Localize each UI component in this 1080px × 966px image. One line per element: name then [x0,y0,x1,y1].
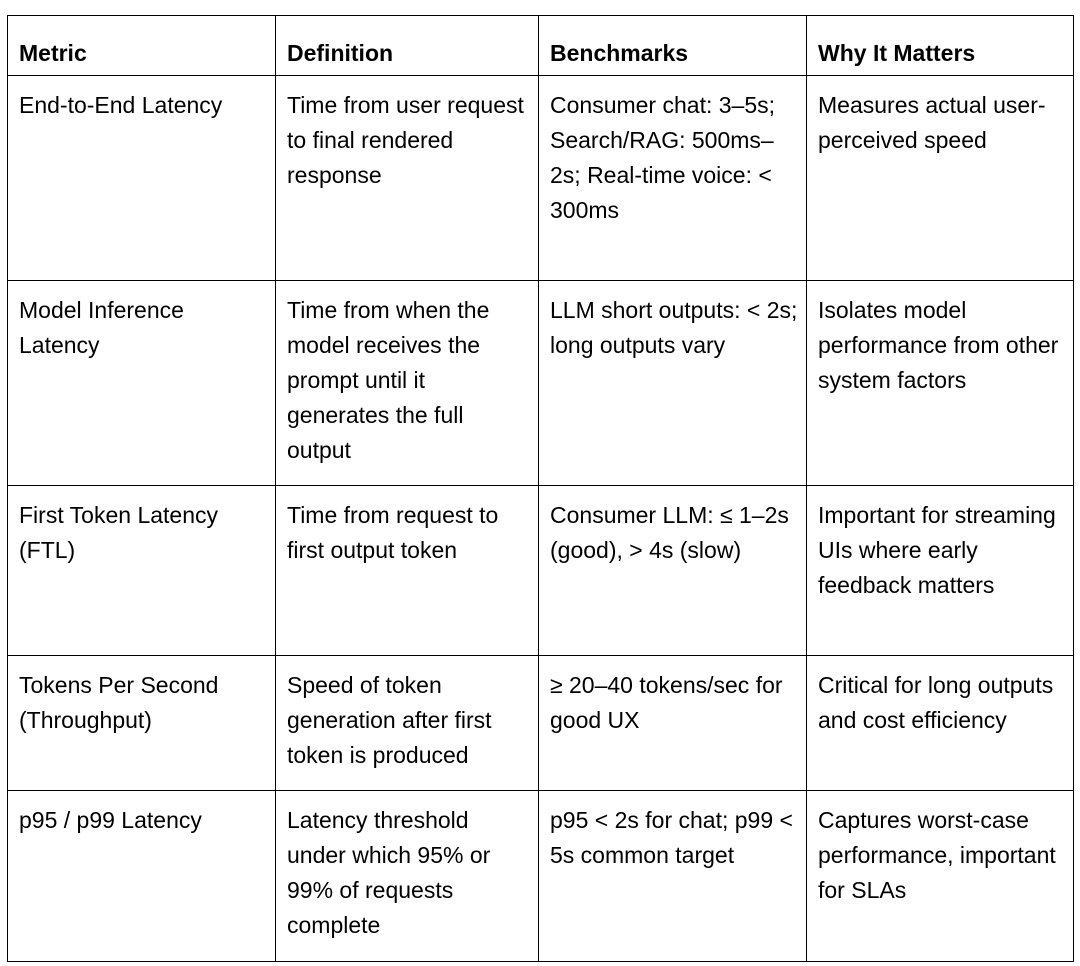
cell-definition: Time from when the model receives the prompt until it generates the full output [276,281,539,486]
cell-metric: Model Inference Latency [8,281,276,486]
table-row [8,281,1074,486]
cell-metric: p95 / p99 Latency [8,791,276,962]
cell-metric: End-to-End Latency [8,76,276,281]
cell-why-it-matters: Critical for long outputs and cost efficiency [807,656,1074,791]
cell-why-it-matters: Isolates model performance from other system factors [807,281,1074,486]
table-row [8,76,1074,281]
cell-benchmarks: p95 < 2s for chat; p99 < 5s common target [539,791,807,962]
header-why-it-matters: Why It Matters [807,16,1074,76]
cell-why-it-matters: Measures actual user-perceived speed [807,76,1074,281]
cell-benchmarks: Consumer LLM: ≤ 1–2s (good), > 4s (slow) [539,486,807,656]
table-row [8,791,1074,962]
cell-definition: Speed of token generation after first token is produced [276,656,539,791]
header-definition: Definition [276,16,539,76]
table-row [8,656,1074,791]
header-metric: Metric [8,16,276,76]
table-header-row [8,16,1074,76]
cell-why-it-matters: Important for streaming UIs where early feedback matters [807,486,1074,656]
header-benchmarks: Benchmarks [539,16,807,76]
cell-metric: Tokens Per Second (Throughput) [8,656,276,791]
cell-definition: Time from request to first output token [276,486,539,656]
table-row [8,486,1074,656]
cell-benchmarks: LLM short outputs: < 2s; long outputs vary [539,281,807,486]
cell-metric: First Token Latency (FTL) [8,486,276,656]
latency-metrics-table [7,15,1074,962]
cell-definition: Time from user request to final rendered response [276,76,539,281]
cell-benchmarks: ≥ 20–40 tokens/sec for good UX [539,656,807,791]
cell-definition: Latency threshold under which 95% or 99% of requests complete [276,791,539,962]
cell-why-it-matters: Captures worst-case performance, important for SLAs [807,791,1074,962]
cell-benchmarks: Consumer chat: 3–5s; Search/RAG: 500ms–2s; Real-time voice: < 300ms [539,76,807,281]
metrics-table-container [7,15,1074,962]
